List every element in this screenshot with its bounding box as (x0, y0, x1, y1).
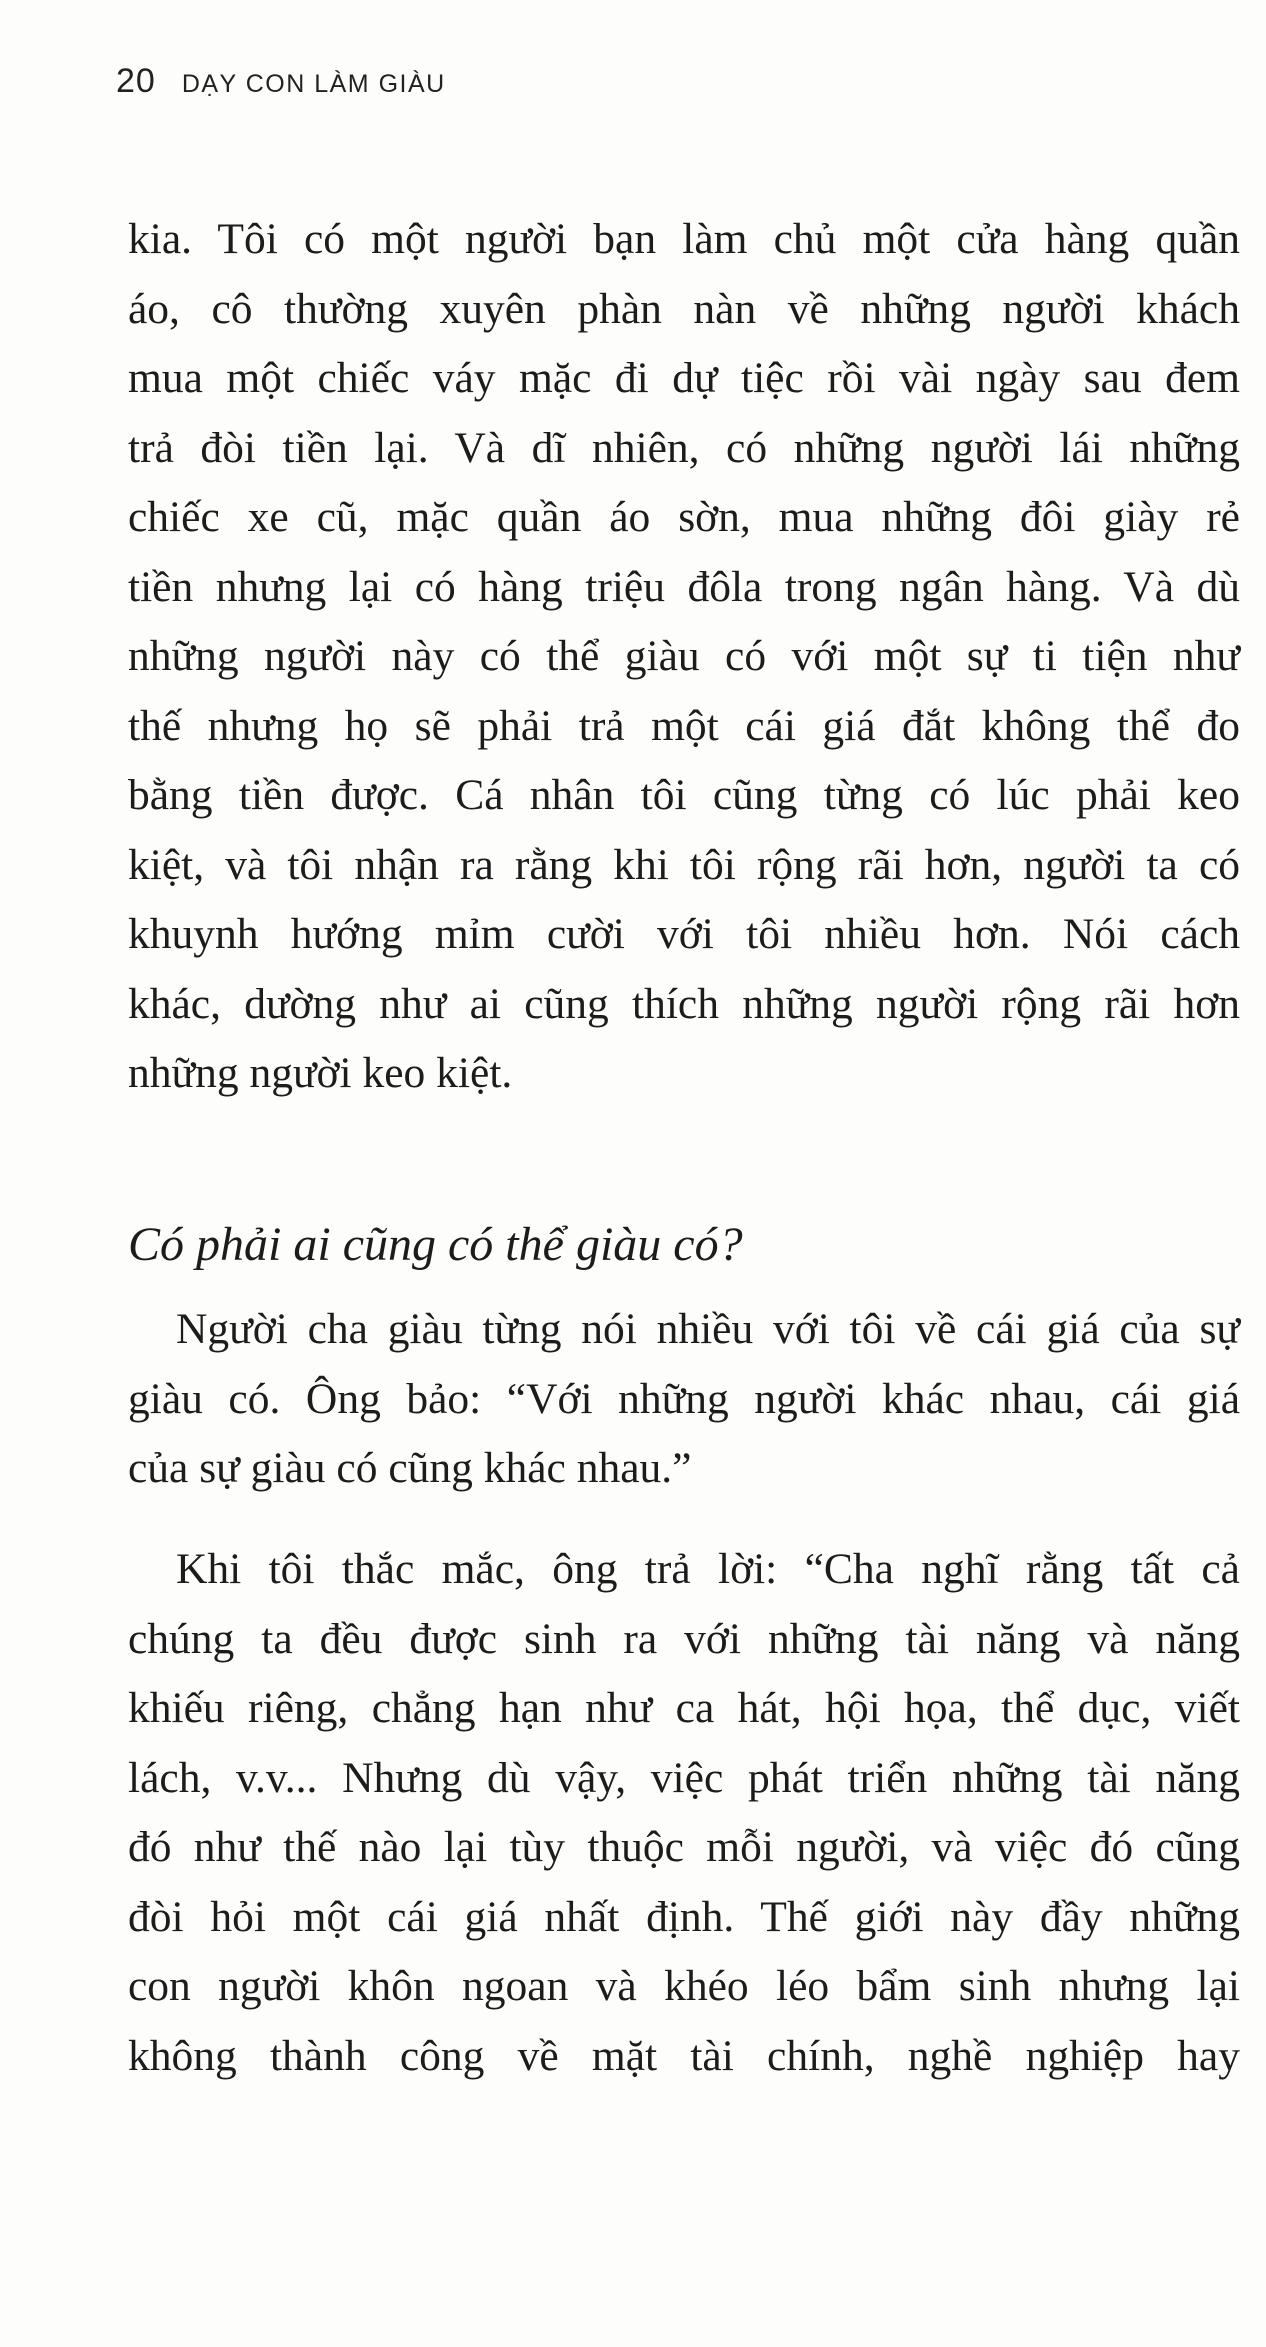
text-line: thế nhưng họ sẽ phải trả một cái giá đắt không thể đo (128, 701, 1240, 750)
text-line: khuynh hướng mỉm cười với tôi nhiều hơn. Nói cách (128, 910, 1240, 958)
text-line: những người keo kiệt. (128, 1049, 513, 1097)
text-line: khác, dường như ai cũng thích những người rộng rãi hơn (128, 979, 1240, 1028)
paragraph-1 (128, 1295, 1240, 1504)
text-line: giàu có. Ông bảo: “Với những người khác nhau, cái giá (128, 1374, 1240, 1423)
running-head (116, 62, 446, 101)
text-line: Khi tôi thắc mắc, ông trả lời: “Cha nghĩ rằng tất cả (176, 1545, 1240, 1593)
text-line: chúng ta đều được sinh ra với những tài năng và năng (128, 1614, 1240, 1663)
text-line: không thành công về mặt tài chính, nghề nghiệp hay (128, 2031, 1240, 2080)
text-line: bằng tiền được. Cá nhân tôi cũng từng có lúc phải keo (128, 771, 1240, 819)
text-line: khiếu riêng, chẳng hạn như ca hát, hội họa, thể dục, viết (128, 1684, 1240, 1732)
text-line: Người cha giàu từng nói nhiều với tôi về cái giá của sự (176, 1305, 1240, 1353)
text-line: áo, cô thường xuyên phàn nàn về những người khách (128, 284, 1240, 333)
text-line: mua một chiếc váy mặc đi dự tiệc rồi vài ngày sau đem (128, 354, 1240, 402)
text-line: của sự giàu có cũng khác nhau.” (128, 1444, 692, 1492)
text-line: kia. Tôi có một người bạn làm chủ một cửa hàng quần (128, 215, 1240, 263)
text-line: đòi hỏi một cái giá nhất định. Thế giới này đầy những (128, 1892, 1240, 1941)
text-line: đó như thế nào lại tùy thuộc mỗi người, và việc đó cũng (128, 1823, 1240, 1871)
section-heading: Có phải ai cũng có thể giàu có? (128, 1218, 743, 1271)
text-line: tiền nhưng lại có hàng triệu đôla trong ngân hàng. Và dù (128, 562, 1240, 611)
text-line: kiệt, và tôi nhận ra rằng khi tôi rộng rãi hơn, người ta có (128, 840, 1240, 889)
paragraph-2 (128, 1535, 1240, 2091)
text-line: những người này có thể giàu có với một sự ti tiện như (128, 632, 1240, 680)
text-line: con người khôn ngoan và khéo léo bẩm sinh nhưng lại (128, 1962, 1240, 2010)
page-number: 20 (116, 62, 156, 100)
continuation-paragraph (128, 205, 1240, 1109)
text-line: trả đòi tiền lại. Và dĩ nhiên, có những người lái những (128, 423, 1240, 472)
book-title: DẠY CON LÀM GIÀU (181, 70, 446, 98)
text-line: lách, v.v... Nhưng dù vậy, việc phát triển những tài năng (128, 1753, 1240, 1802)
text-line: chiếc xe cũ, mặc quần áo sờn, mua những đôi giày rẻ (128, 493, 1240, 541)
